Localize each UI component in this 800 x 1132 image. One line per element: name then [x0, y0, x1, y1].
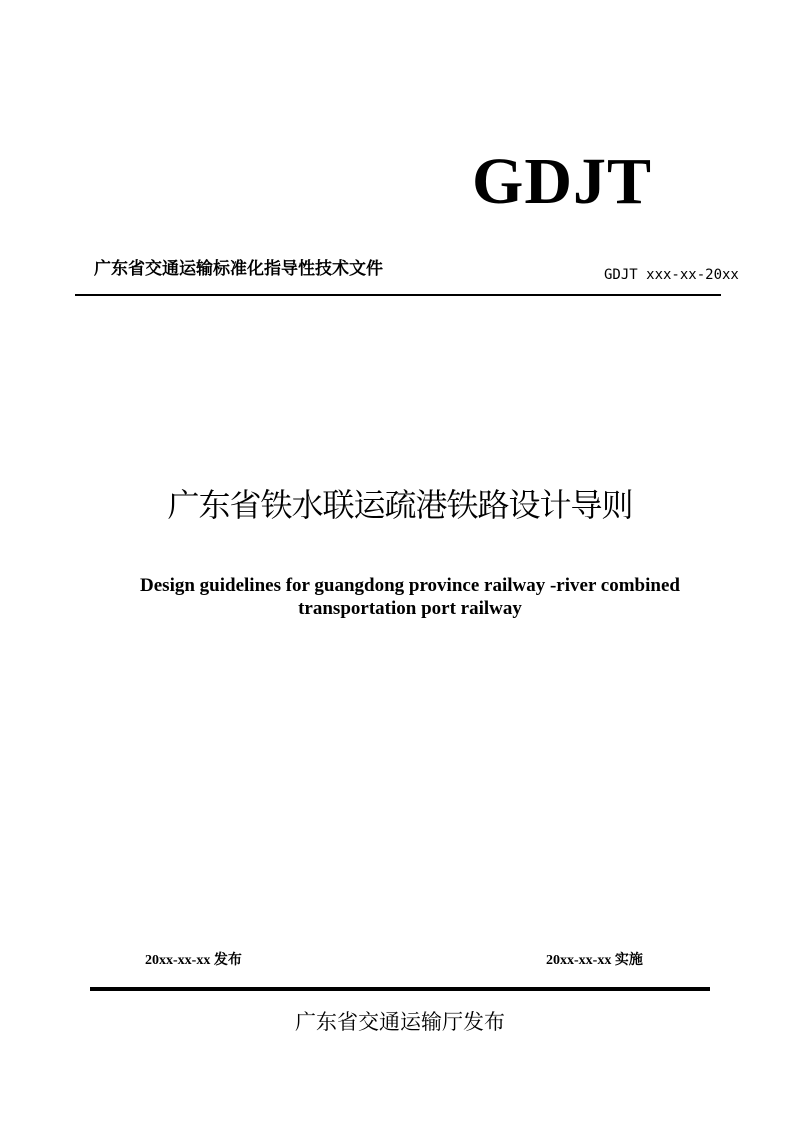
issue-date: 20xx-xx-xx 发布: [145, 953, 242, 968]
header-divider: [75, 294, 721, 296]
standard-logo: GDJT: [472, 145, 653, 218]
publisher: 广东省交通运输厅发布: [295, 1010, 505, 1034]
standard-code: GDJT xxx-xx-20xx: [604, 267, 739, 283]
document-title-english: Design guidelines for guangdong province railway -river combined transportation port railway: [140, 575, 680, 619]
footer-divider: [90, 987, 710, 991]
document-category: 广东省交通运输标准化指导性技术文件: [94, 259, 383, 279]
document-title-chinese: 广东省铁水联运疏港铁路设计导则: [167, 486, 633, 524]
implementation-date: 20xx-xx-xx 实施: [546, 953, 643, 968]
